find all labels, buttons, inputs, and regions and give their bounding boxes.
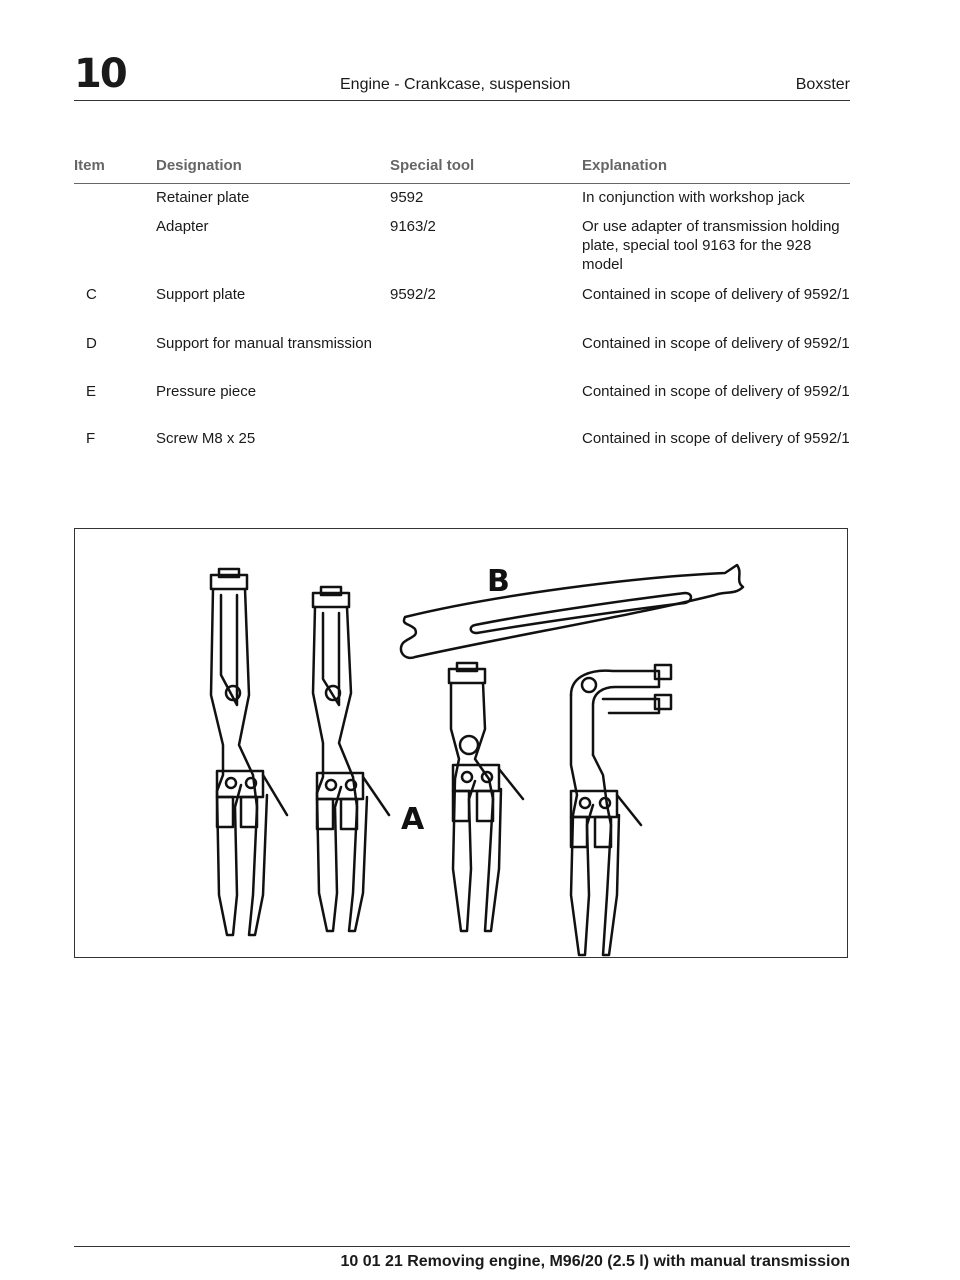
model-name: Boxster <box>795 76 850 93</box>
pliers-drawing <box>75 529 847 957</box>
header-designation: Designation <box>156 157 242 174</box>
row-item: D <box>86 335 97 352</box>
label-a: A <box>401 802 425 837</box>
row-item: E <box>86 383 97 400</box>
tool-illustration <box>74 528 848 958</box>
label-b: B <box>487 564 510 599</box>
header-special-tool: Special tool <box>390 157 475 174</box>
section-title: Engine - Crankcase, suspension <box>340 76 571 93</box>
header-item: Item <box>74 157 105 174</box>
row-designation: Screw M8 x 25 <box>156 430 256 447</box>
row-explanation: In conjunction with workshop jack <box>582 189 805 206</box>
plier-1 <box>211 569 287 935</box>
row-special-tool: 9592 <box>390 189 424 206</box>
row-special-tool: 9163/2 <box>390 218 436 235</box>
row-designation: Pressure piece <box>156 383 257 400</box>
row-explanation: Or use adapter of transmission holding plate, special tool 9163 for the 928 model <box>582 218 840 273</box>
row-explanation: Contained in scope of delivery of 9592/1 <box>582 286 850 303</box>
table-header <box>74 157 850 184</box>
row-explanation: Contained in scope of delivery of 9592/1 <box>582 430 850 447</box>
page-header <box>74 52 850 101</box>
row-designation: Retainer plate <box>156 189 250 206</box>
chapter-number: 10 <box>74 51 126 97</box>
row-item: F <box>86 430 96 447</box>
row-special-tool: 9592/2 <box>390 286 436 303</box>
page-footer <box>74 1246 850 1270</box>
plier-3 <box>449 663 523 931</box>
row-explanation: Contained in scope of delivery of 9592/1 <box>582 383 850 400</box>
row-item: C <box>86 286 97 303</box>
row-explanation: Contained in scope of delivery of 9592/1 <box>582 335 850 352</box>
plier-2 <box>313 587 389 931</box>
header-explanation: Explanation <box>582 157 668 174</box>
row-designation: Support for manual transmission <box>156 335 372 352</box>
row-designation: Adapter <box>156 218 209 235</box>
plier-4 <box>571 665 671 955</box>
footer-text: 10 01 21 Removing engine, M96/20 (2.5 l) with manual transmission <box>340 1253 850 1270</box>
tool-b-bar <box>401 565 743 658</box>
row-designation: Support plate <box>156 286 246 303</box>
